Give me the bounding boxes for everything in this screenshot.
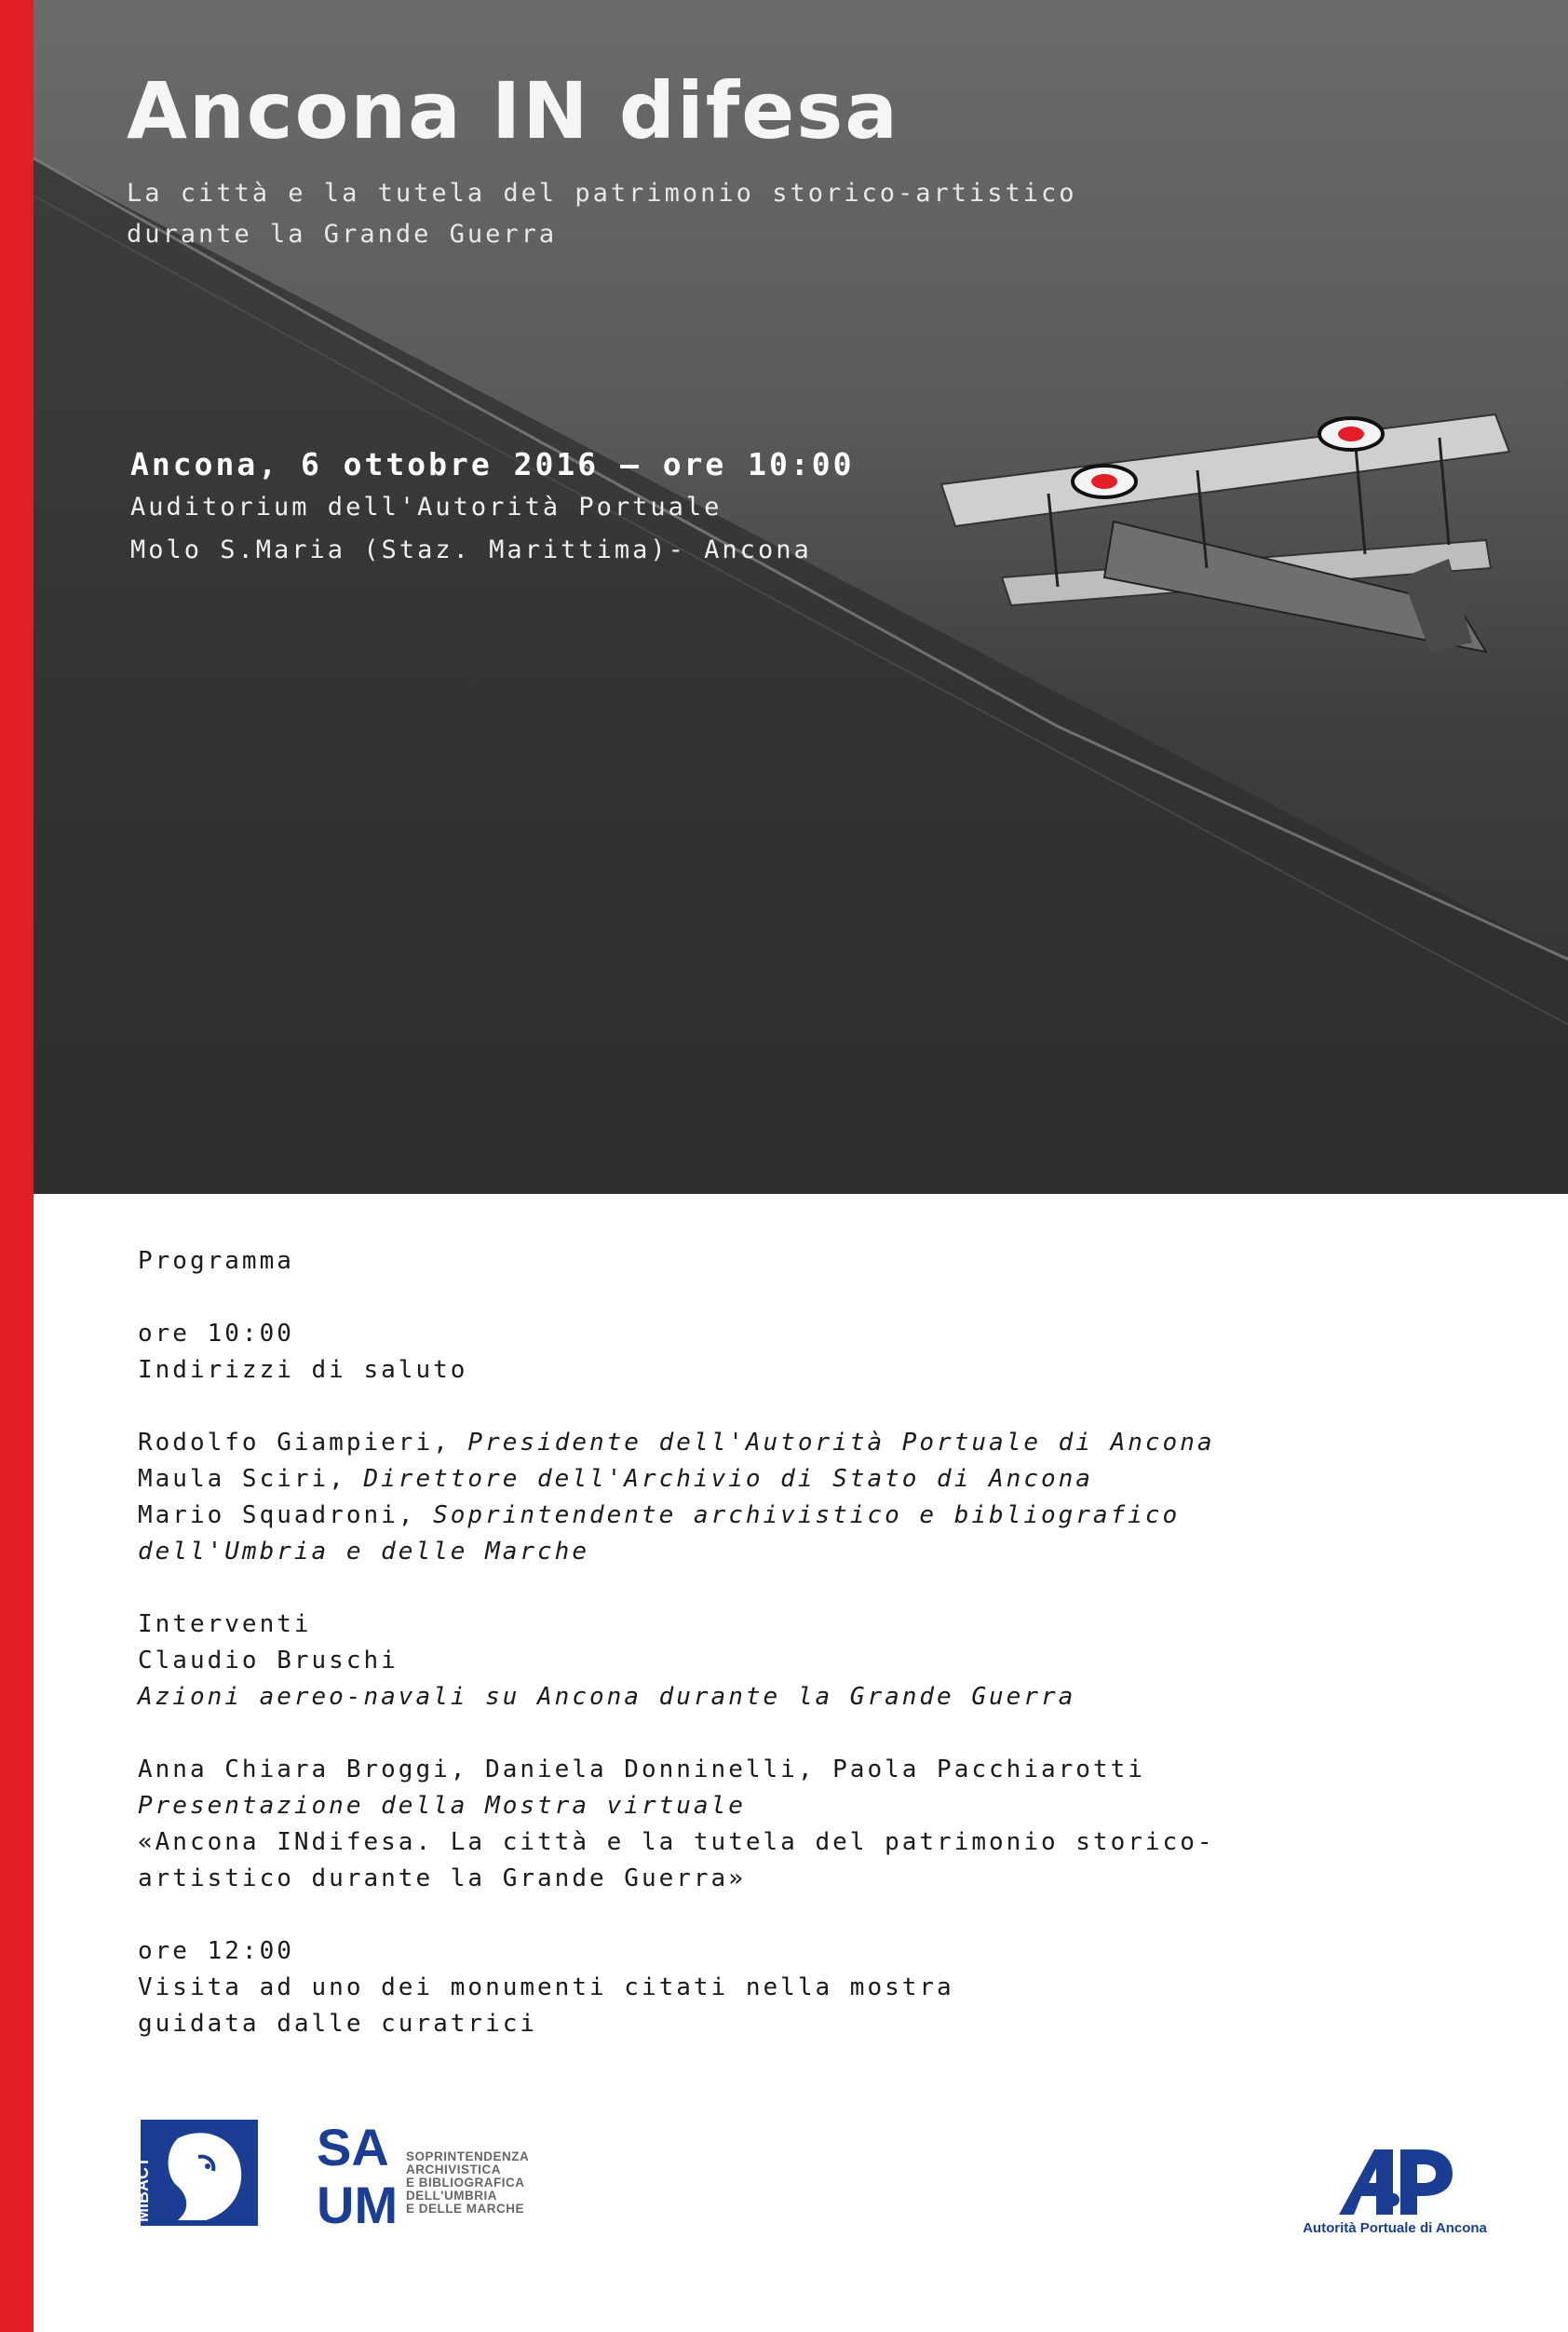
subtitle-line-2: durante la Grande Guerra (127, 220, 558, 249)
venue-line-2: Molo S.Maria (Staz. Marittima)- Ancona (130, 536, 812, 564)
mibact-head-icon (133, 2120, 258, 2226)
ap-caption: Autorità Portuale di Ancona (1303, 2220, 1487, 2236)
poster-subtitle (127, 173, 1077, 255)
time-1200: ore 12:00 (138, 1937, 294, 1965)
talk-1-speaker: Claudio Bruschi (138, 1647, 399, 1674)
soprintendenza-text (406, 2150, 529, 2216)
sab-line-3: E BIBLIOGRAFICA (406, 2176, 525, 2190)
speaker-1-role: Presidente dell'Autorità Portuale di Ancona (467, 1429, 1215, 1457)
speaker-2-name: Maula Sciri, (138, 1465, 364, 1493)
poster-title: Ancona IN difesa (127, 65, 899, 156)
event-info (130, 443, 855, 572)
autorita-portuale-logo (1283, 2142, 1507, 2244)
interventi-label: Interventi (138, 1610, 312, 1638)
mibact-logo (133, 2120, 258, 2226)
upper-wing (941, 414, 1509, 526)
talk-1-title: Azioni aereo-navali su Ancona durante la Grande Guerra (138, 1683, 1076, 1711)
speaker-3-role-cont: dell'Umbria e delle Marche (138, 1538, 589, 1566)
aerial-photo-biplane (34, 0, 1568, 1194)
saum-monogram-icon (315, 2117, 400, 2234)
sab-line-5: E DELLE MARCHE (406, 2202, 525, 2216)
sab-line-2: ARCHIVISTICA (406, 2163, 502, 2176)
speaker-2 (138, 1461, 1215, 1498)
talk-2-title: Presentazione della Mostra virtuale (138, 1792, 746, 1820)
sab-line-4: DELL'UMBRIA (406, 2189, 497, 2203)
svg-text:UM: UM (317, 2176, 399, 2234)
venue-line-1: Auditorium dell'Autorità Portuale (130, 493, 723, 522)
biplane-illustration (941, 414, 1509, 652)
talk-2-quote-line-1: «Ancona INdifesa. La città e la tutela del patrimonio storico- (138, 1828, 1215, 1856)
programme-section (138, 1243, 1215, 2042)
speaker-2-role: Direttore dell'Archivio di Stato di Ancona (363, 1465, 1093, 1493)
event-date: Ancona, 6 ottobre 2016 – ore 10:00 (130, 446, 855, 482)
speaker-3 (138, 1498, 1215, 1534)
visit-line-1: Visita ad uno dei monumenti citati nella mostra (138, 1973, 954, 2001)
ap-monogram-icon (1283, 2142, 1507, 2218)
speaker-3-role: Soprintendente archivistico e bibliografico (433, 1501, 1181, 1529)
subtitle-line-1: La città e la tutela del patrimonio storico-artistico (127, 179, 1077, 208)
speaker-3-name: Mario Squadroni, (138, 1501, 434, 1529)
dark-land-area (34, 158, 1568, 1194)
sab-line-1: SOPRINTENDENZA (406, 2149, 530, 2163)
talk-2-quote-line-2: artistico durante la Grande Guerra» (138, 1864, 746, 1892)
speaker-1 (138, 1425, 1215, 1461)
red-side-bar (0, 0, 34, 2332)
talk-2-speakers: Anna Chiara Broggi, Daniela Donninelli, Paola Pacchiarotti (138, 1756, 1145, 1783)
time-1000: ore 10:00 (138, 1320, 294, 1348)
welcome-label: Indirizzi di saluto (138, 1356, 468, 1384)
speaker-1-name: Rodolfo Giampieri, (138, 1429, 468, 1457)
mibact-wordmark: MiBACT (133, 2157, 152, 2222)
programme-heading: Programma (138, 1247, 294, 1275)
soprintendenza-logo (315, 2117, 557, 2234)
svg-text:SA: SA (317, 2118, 389, 2176)
visit-line-2: guidata dalle curatrici (138, 2010, 538, 2038)
